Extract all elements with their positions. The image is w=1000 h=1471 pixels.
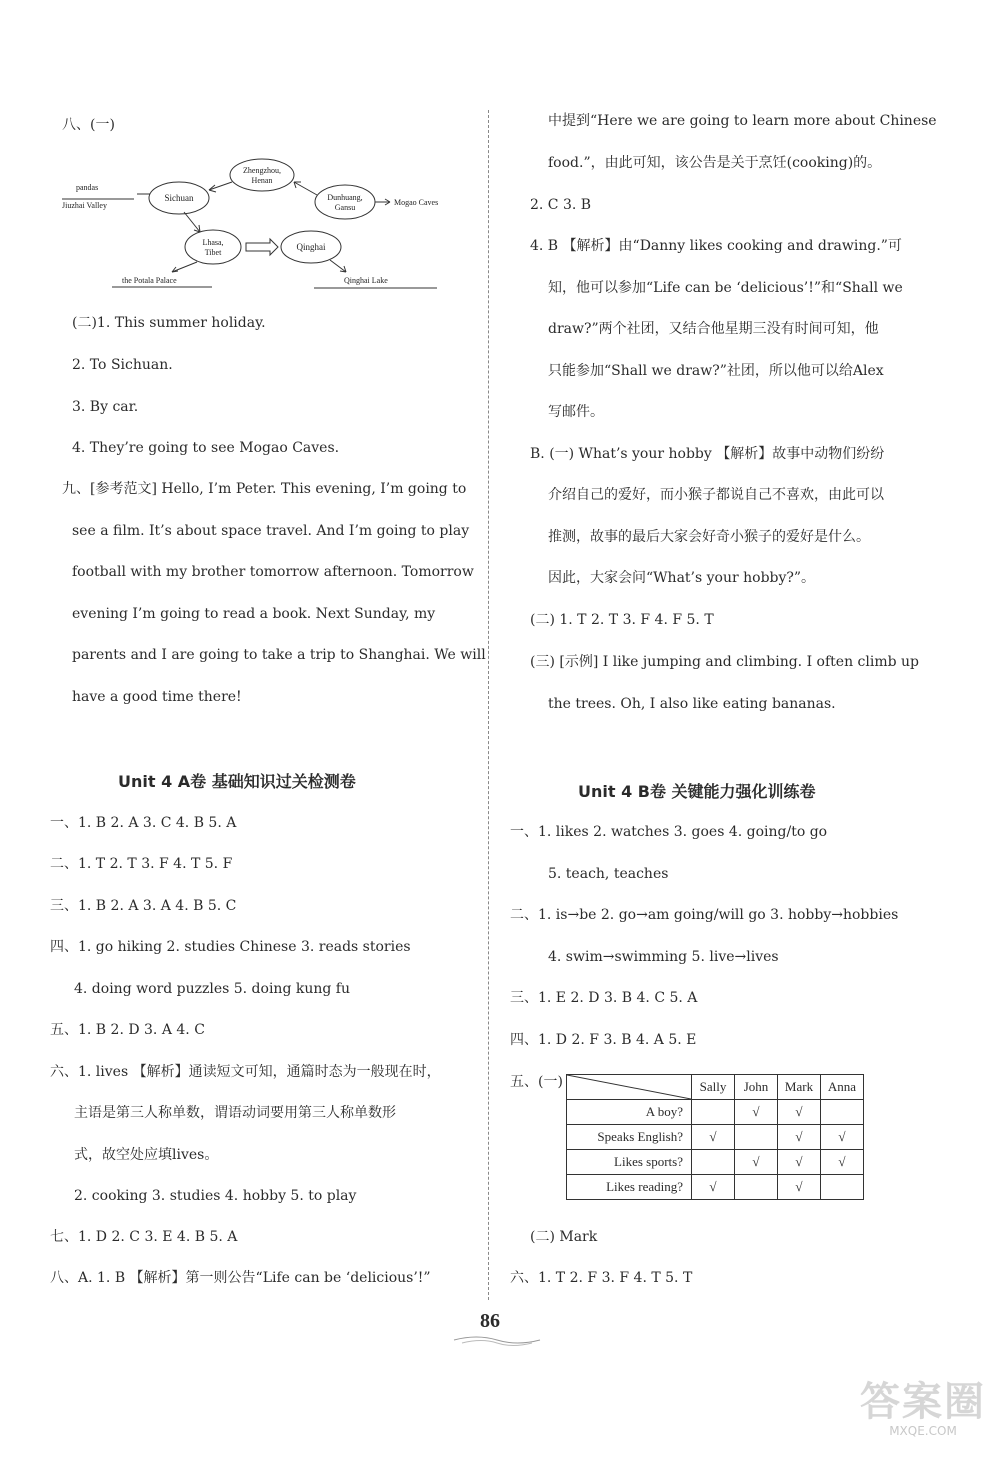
table-cell xyxy=(692,1150,735,1175)
node-dunhuang xyxy=(315,185,375,219)
table-cell: √ xyxy=(735,1150,778,1175)
table-cell xyxy=(692,1100,735,1125)
q9-line-6: have a good time there! xyxy=(72,689,242,705)
arrow-lhasa-qinghai xyxy=(246,239,278,255)
r-line-2: food.”，由此可知，该公告是关于烹饪(cooking)的。 xyxy=(548,155,882,171)
table-cell: √ xyxy=(821,1125,864,1150)
table-cell: √ xyxy=(735,1100,778,1125)
label-potala: the Potala Palace xyxy=(122,276,177,285)
r-line-1: 中提到“Here we are going to learn more about Chinese xyxy=(548,113,937,129)
b-q2-line1: 二、1. is→be 2. go→am going/will go 3. hobby→hobbies xyxy=(510,907,899,923)
b-q3: 三、1. E 2. D 3. B 4. C 5. A xyxy=(510,990,698,1006)
r-line-4: 4. B 【解析】由“Danny likes cooking and drawing.”可 xyxy=(530,238,902,254)
table-cell xyxy=(821,1100,864,1125)
table-cell: √ xyxy=(778,1100,821,1125)
watermark-url: MXQE.COM xyxy=(889,1424,957,1438)
table-cell xyxy=(735,1175,778,1200)
table-cell: √ xyxy=(778,1150,821,1175)
a-q2: 二、1. T 2. T 3. F 4. T 5. F xyxy=(50,856,233,872)
label-mogao: Mogao Caves xyxy=(394,198,439,207)
b-q1-line2: 5. teach, teaches xyxy=(548,866,669,882)
a-q5: 五、1. B 2. D 3. A 4. C xyxy=(50,1022,205,1038)
node-lhasa xyxy=(185,230,241,264)
table-row xyxy=(567,1100,864,1125)
arrow-zhengzhou-sichuan xyxy=(209,182,232,190)
a-q1: 一、1. B 2. A 3. C 4. B 5. A xyxy=(50,815,237,831)
table-cell: √ xyxy=(692,1175,735,1200)
table-cell: √ xyxy=(778,1175,821,1200)
table-cell xyxy=(821,1175,864,1200)
table-header-cell: Mark xyxy=(778,1075,821,1100)
table-row-label: Likes reading? xyxy=(567,1175,692,1200)
q8-2-answer-4: 4. They’re going to see Mogao Caves. xyxy=(72,440,340,456)
q9-line-3: football with my brother tomorrow afternoon. Tomorrow xyxy=(72,564,474,580)
table-row-label: Likes sports? xyxy=(567,1150,692,1175)
q8-2-answer-3: 3. By car. xyxy=(72,399,139,415)
diagonal-line xyxy=(567,1075,691,1099)
label-dunhuang: Dunhuang, xyxy=(327,193,363,202)
b-q4: 四、1. D 2. F 3. B 4. A 5. E xyxy=(510,1032,697,1048)
column-divider xyxy=(488,110,489,1300)
hobby-table xyxy=(566,1074,864,1200)
r-line-9: B. (一) What’s your hobby 【解析】故事中动物们纷纷 xyxy=(530,446,885,462)
q9-line-2: see a film. It’s about space travel. And I’m going to play xyxy=(72,523,470,539)
table-row xyxy=(567,1150,864,1175)
a-q4-line1: 四、1. go hiking 2. studies Chinese 3. reads stories xyxy=(50,939,411,955)
a-q7: 七、1. D 2. C 3. E 4. B 5. A xyxy=(50,1229,238,1245)
table-corner-cell xyxy=(567,1075,692,1100)
b-q1-line1: 一、1. likes 2. watches 3. goes 4. going/to go xyxy=(510,824,828,840)
r-line-14: (三) [示例] I like jumping and climbing. I often climb up xyxy=(530,654,919,670)
table-row xyxy=(567,1175,864,1200)
label-pandas: pandas xyxy=(76,183,99,192)
label-sichuan: Sichuan xyxy=(164,193,194,203)
node-zhengzhou xyxy=(230,159,294,191)
a-q6-line3: 式，故空处应填lives。 xyxy=(74,1147,219,1163)
label-zhengzhou: Zhengzhou, xyxy=(243,166,281,175)
q9-line-5: parents and I are going to take a trip to Shanghai. We will xyxy=(72,647,486,663)
label-qinghai-lake: Qinghai Lake xyxy=(344,276,388,285)
a-q3: 三、1. B 2. A 3. A 4. B 5. C xyxy=(50,898,237,914)
a-q6-line4: 2. cooking 3. studies 4. hobby 5. to play xyxy=(74,1188,357,1204)
a-q6-line1: 六、1. lives 【解析】通读短文可知，通篇时态为一般现在时， xyxy=(50,1064,441,1080)
table-row xyxy=(567,1125,864,1150)
label-qinghai: Qinghai xyxy=(296,242,326,252)
label-henan: Henan xyxy=(251,176,273,185)
table-cell: √ xyxy=(778,1125,821,1150)
q9-line-1: 九、[参考范文] Hello, I’m Peter. This evening, I’m going to xyxy=(62,481,467,497)
q8-part1-label: 八、(一) xyxy=(62,117,115,133)
label-jiuzhai: Jiuzhai Valley xyxy=(62,201,107,210)
label-gansu: Gansu xyxy=(334,203,356,212)
arrow-dunhuang-zhengzhou xyxy=(294,182,317,195)
b-q6: 六、1. T 2. F 3. F 4. T 5. T xyxy=(510,1270,693,1286)
b-q5-part2: (二) Mark xyxy=(530,1229,598,1245)
table-header-cell: John xyxy=(735,1075,778,1100)
a-q6-line2: 主语是第三人称单数，谓语动词要用第三人称单数形 xyxy=(74,1105,396,1121)
b-q2-line2: 4. swim→swimming 5. live→lives xyxy=(548,949,779,965)
r-line-6: draw?”两个社团，又结合他星期三没有时间可知，他 xyxy=(548,321,879,337)
page-number-ornament xyxy=(452,1334,542,1346)
r-line-7: 只能参加“Shall we draw?”社团，所以他可以给Alex xyxy=(548,363,884,379)
watermark xyxy=(858,1380,988,1438)
r-line-13: (二) 1. T 2. T 3. F 4. F 5. T xyxy=(530,612,714,628)
table-header-cell: Sally xyxy=(692,1075,735,1100)
unit4-b-title: Unit 4 B卷 关键能力强化训练卷 xyxy=(578,782,816,801)
label-tibet: Tibet xyxy=(204,248,222,257)
table-header-row xyxy=(567,1075,864,1100)
label-lhasa: Lhasa, xyxy=(202,238,224,247)
table-cell: √ xyxy=(692,1125,735,1150)
page-number: 86 xyxy=(480,1310,500,1332)
b-q5-label: 五、(一) xyxy=(510,1074,563,1090)
unit4-a-title: Unit 4 A卷 基础知识过关检测卷 xyxy=(118,772,356,791)
a-q4-line2: 4. doing word puzzles 5. doing kung fu xyxy=(74,981,350,997)
q8-2-answer-2: 2. To Sichuan. xyxy=(72,357,173,373)
r-line-10: 介绍自己的爱好，而小猴子都说自己不喜欢，由此可以 xyxy=(548,487,884,503)
travel-route-diagram xyxy=(62,150,462,295)
r-line-12: 因此，大家会问“What’s your hobby?”。 xyxy=(548,570,816,586)
table-cell xyxy=(735,1125,778,1150)
table-header-cell: Anna xyxy=(821,1075,864,1100)
table-row-label: A boy? xyxy=(567,1100,692,1125)
table-row-label: Speaks English? xyxy=(567,1125,692,1150)
q8-2-answer-1: (二)1. This summer holiday. xyxy=(72,315,266,331)
a-q8-line1: 八、A. 1. B 【解析】第一则公告“Life can be ‘delicious’!” xyxy=(50,1270,431,1286)
r-line-5: 知，他可以参加“Life can be ‘delicious’!”和“Shall we xyxy=(548,280,903,296)
r-line-15: the trees. Oh, I also like eating bananas. xyxy=(548,696,836,712)
r-line-11: 推测，故事的最后大家会好奇小猴子的爱好是什么。 xyxy=(548,529,870,545)
arrow-sichuan-lhasa xyxy=(184,212,200,232)
watermark-logo: 答案圈 xyxy=(860,1379,986,1425)
r-line-3: 2. C 3. B xyxy=(530,197,592,213)
q9-line-4: evening I’m going to read a book. Next Sunday, my xyxy=(72,606,436,622)
table-cell: √ xyxy=(821,1150,864,1175)
r-line-8: 写邮件。 xyxy=(548,404,604,420)
